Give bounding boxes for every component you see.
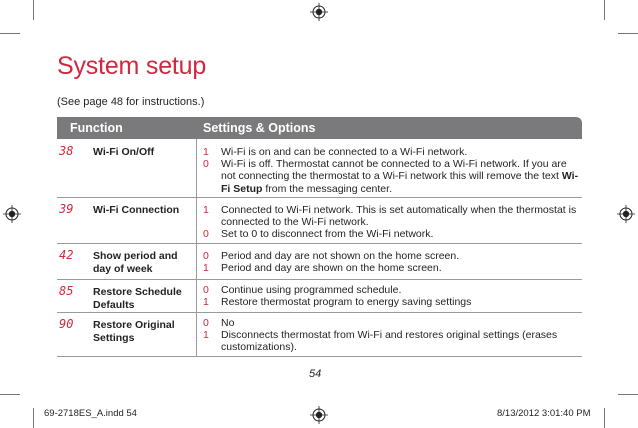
table-row [57, 243, 582, 280]
function-code: 38 [59, 144, 74, 158]
option-text-main: Wi-Fi is off. Thermostat cannot be connected to a Wi-Fi network. If you are not connecting the thermostat to a Wi-Fi network this will remove the text [221, 158, 567, 183]
function-code: 85 [59, 284, 74, 298]
function-name: Restore Original Settings [93, 319, 175, 344]
crop-mark [604, 408, 605, 428]
function-code: 42 [59, 248, 74, 262]
option-value: 0 [203, 228, 209, 240]
column-divider [196, 279, 197, 312]
crop-mark [604, 0, 605, 20]
option-value: 1 [203, 204, 209, 216]
option-text: Period and day are shown on the home screen. [221, 262, 442, 274]
option-text [221, 158, 581, 195]
table-header [57, 117, 582, 139]
table-row [57, 312, 582, 357]
column-divider [196, 197, 197, 243]
function-code: 39 [59, 202, 74, 216]
function-code: 90 [59, 317, 74, 331]
option-text: Continue using programmed schedule. [221, 284, 402, 296]
function-name: Restore Schedule Defaults [93, 286, 182, 311]
table-row [57, 197, 582, 244]
option-text: Period and day are not shown on the home screen. [221, 250, 460, 262]
option-text-after: from the messaging center. [262, 182, 392, 195]
crop-mark [0, 394, 20, 395]
crop-mark [618, 33, 638, 34]
function-name: Show period and day of week [93, 250, 178, 275]
crop-mark [0, 33, 20, 34]
instructions-note: (See page 48 for instructions.) [57, 96, 205, 108]
registration-mark-icon [310, 3, 328, 21]
option-value: 0 [203, 158, 209, 170]
option-value: 1 [203, 262, 209, 274]
registration-mark-icon [310, 406, 328, 424]
option-text: Connected to Wi-Fi network. This is set automatically when the thermostat is connected to the Wi-Fi network. [221, 204, 577, 229]
registration-mark-icon [617, 205, 635, 223]
function-name: Wi-Fi On/Off [93, 146, 155, 158]
function-name: Wi-Fi Connection [93, 204, 180, 216]
option-value: 1 [203, 329, 209, 341]
option-text-bold: Wi-Fi Setup [221, 170, 579, 195]
slug-file: 69-2718ES_A.indd 54 [44, 408, 137, 419]
option-value: 0 [203, 284, 209, 296]
option-text: Disconnects thermostat from Wi-Fi and restores original settings (erases customizations). [221, 329, 558, 354]
option-value: 1 [203, 146, 209, 158]
option-text: Set to 0 to disconnect from the Wi-Fi network. [221, 228, 434, 240]
crop-mark [33, 408, 34, 428]
column-divider [196, 243, 197, 279]
option-text: No [221, 317, 235, 329]
option-text: Wi-Fi is on and can be connected to a Wi-Fi network. [221, 146, 468, 158]
crop-mark [618, 394, 638, 395]
crop-mark [33, 0, 34, 20]
option-value: 0 [203, 250, 209, 262]
slug-date: 8/13/2012 3:01:40 PM [497, 408, 591, 419]
option-text: Restore thermostat program to energy saving settings [221, 296, 472, 308]
table-row [57, 279, 582, 313]
option-value: 0 [203, 317, 209, 329]
registration-mark-icon [3, 205, 21, 223]
column-divider [196, 312, 197, 356]
page-title: System setup [57, 52, 207, 80]
header-settings: Settings & Options [203, 121, 316, 135]
table-row [57, 139, 582, 198]
column-divider [196, 139, 197, 197]
option-value: 1 [203, 296, 209, 308]
page-number: 54 [309, 368, 322, 380]
header-function: Function [70, 121, 123, 135]
